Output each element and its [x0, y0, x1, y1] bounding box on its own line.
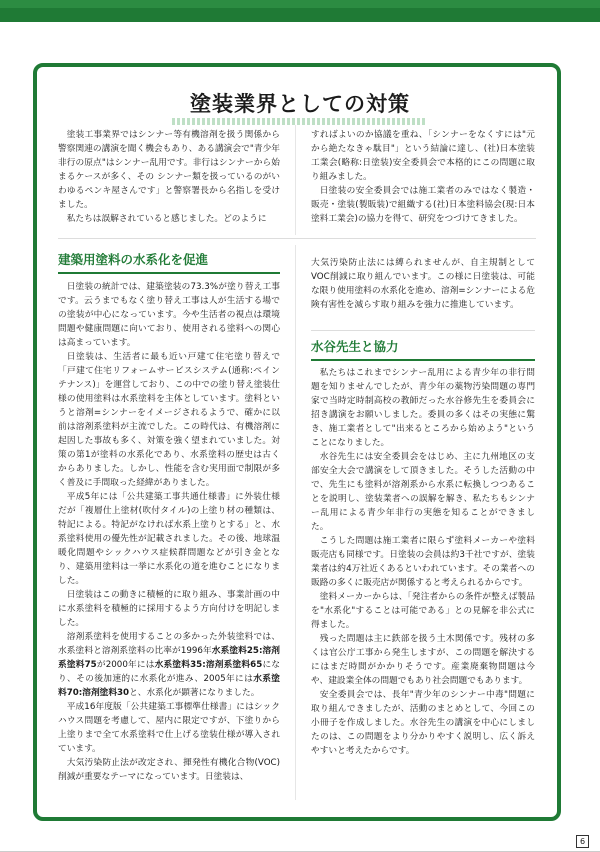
intro-right-para-1: すればよいのか協議を重ね、「シンナーをなくすには"元から絶たなきゃ駄目"」という結論に達し、(社)日本塗装工業会(略称:日塗装)安全委員会で本格的にこの問題に取り組みました。 — [311, 130, 535, 182]
section2-body — [311, 366, 535, 758]
section1-para-4: 日塗装はこの動きに積極的に取り組み、事業計画の中に水系塗料を積極的に採用するよう方向付けを明記しました。 — [58, 590, 280, 628]
page-number: 6 — [576, 835, 589, 848]
section2-para-6: 安全委員会では、長年"青少年のシンナー中毒"問題に取り組んできましたが、活動のまとめとして、今回この小冊子を作成しました。水谷先生の講演を中心にしましたのは、この問題をより分かりやすく説明し、広く訴えやすいと考えたからです。 — [311, 690, 535, 756]
top-green-band-highlight — [0, 0, 600, 8]
page-title: 塗装業界としての対策 — [190, 92, 410, 116]
section2-para-1: 私たちはこれまでシンナー乱用による青少年の非行問題を知りませんでしたが、青少年の薬物汚染問題の専門家で当時定時制高校の教師だった水谷修先生を委員会に招き講演をお願いしました。委員の多くはその実態に驚き、施工業者として"出来るところから始めよう"ということになりました。 — [311, 368, 535, 448]
intro-left-para-1: 塗装工事業界ではシンナー等有機溶剤を扱う関係から警察関連の講演を聞く機会もあり、ある講演会で"青少年非行の原点"はシンナー乱用です。非行はシンナーから始まるケースが多く、その シンナー類を扱っているのがいわゆるペンキ屋さんです」と警察署長から名指しを受けました。 — [58, 130, 280, 210]
section2-para-5: 残った問題は主に鉄部を扱う土木関係です。残材の多くは官公庁工事から発生しますが、この問題を解決するにはまだ時間がかかりそうです。産業廃棄物問題は今や、建設業全体の問題でもあり社会問題でもあります。 — [311, 634, 535, 686]
right-column-continuation — [311, 256, 535, 312]
ratio-conclusion-text: と、水系化が顕著になりました。 — [129, 688, 260, 698]
section1-para-7: 大気汚染防止法が改定され、揮発性有機化合物(VOC)削減が重要なテーマになっています。日塗装は、 — [58, 758, 280, 782]
section2-para-3: こうした問題は施工業者に限らず塗料メーカーや塗料販売店も同様です。日塗装の会員は約3千社ですが、塗装業者は約4万社近くあるといわれています。その業者への販路の多くに販売店が関係すると考えられるからです。 — [311, 536, 535, 588]
section1-para-6: 平成16年度版「公共建築工事標準仕様書」にはシックハウス問題を考慮して、屋内に限定ですが、下塗りから上塗りまで全て水系塗料で仕上げる塗装仕様が導入されています。 — [58, 702, 280, 754]
body-column-divider — [295, 245, 296, 800]
section-heading-waterborne: 建築用塗料の水系化を促進 — [58, 252, 209, 267]
ratio-connector-text: が2000年には — [96, 660, 155, 670]
right-section-divider — [311, 330, 535, 331]
ratio-1996: 水系塗料25:溶剤系塗料75 — [58, 646, 280, 670]
intro-divider — [58, 238, 536, 239]
ratio-2005: 水系塗料70:溶剤塗料30 — [58, 674, 280, 698]
intro-left-column — [58, 128, 280, 226]
title-underline — [172, 118, 427, 125]
section2-para-2: 水谷先生には安全委員会をはじめ、主に九州地区の支部安全大会で講演をして頂きました。そうした活動の中で、先生にも塗料が溶剤系から水系に転換しつつあることを説明し、塗装業者への誤解を解き、私たちもシンナー乱用による青少年非行の実態を知ることができました。 — [311, 452, 535, 532]
section2-heading-underline — [311, 359, 535, 361]
intro-left-para-2: 私たちは誤解されていると感じました。どのように — [66, 214, 267, 224]
intro-right-column — [311, 128, 535, 226]
ratio-trend-text: になり、その後加速的に水系化が進み、2005年には — [58, 660, 281, 684]
section1-para-5 — [58, 630, 280, 700]
continuation-para: 大気汚染防止法には縛られませんが、自主規制としてVOC削減に取り組んでいます。この様に日塗装は、可能な限り使用塗料の水系化を進め、溶剤=シンナーによる危険有害性を減らす取り組みを強力に推進しています。 — [311, 258, 535, 310]
section-heading-underline — [58, 272, 280, 274]
intro-right-para-2: 日塗装の安全委員会では施工業者のみではなく製造・販売・塗装(製販装)で組織する(社)日本塗料協会(現:日本塗料工業会)の協力を得て、研究をつづけてきました。 — [311, 186, 535, 224]
ratio-2000: 水系塗料35:溶剤系塗料65 — [154, 660, 263, 670]
intro-column-divider — [295, 125, 296, 235]
section2-para-4: 塗料メーカーからは、「発注者からの条件が整えば製品を"水系化"することは可能である」との見解を非公式に得ました。 — [311, 592, 535, 630]
ratio-intro-text: 溶剤系塗料を使用することの多かった外装塗料では、水系塗料と溶剤系塗料の比率が1996年 — [58, 632, 280, 656]
section1-para-3: 平成5年には「公共建築工事共通仕様書」に外装仕様だが「複層仕上塗材(吹付タイル)の上塗り材の種類は、特記による。特記がなければ水系上塗りとする」と、水系塗料使用の優先性が記載されました。その後、地球温暖化問題やシックハウス症候群問題などが引き金となり、建築用塗料は一挙に水系化の道を進むことになりました。 — [58, 492, 280, 586]
section-heading-mizutani: 水谷先生と協力 — [311, 339, 399, 354]
section1-para-2: 日塗装は、生活者に最も近い戸建て住宅塗り替えで「戸建て住宅リフォームサービスシステム(通称:ペインテナンス)」を運営しており、この中での塗り替え塗装仕様の使用塗料は水系塗料を主体としています。塗料というと溶剤=シンナーをイメージされるようで、確かに以前は溶剤系塗料が主流でした。この時代は、有機溶剤に起因した事故も多く、対策を強く望まれていました。対策の第1が塗料の水系化であり、水系塗料の歴史は古くからありました。しかし、性能を含む実用面で制限が多く普及に手間取った経緯がありました。 — [58, 352, 280, 488]
section1-body — [58, 280, 280, 784]
section1-para-1: 日塗装の統計では、建築塗装の73.3%が塗り替え工事です。云うまでもなく塗り替え工事は人が生活する場での塗装が中心になっています。今や生活者の視点は環境問題や健康問題に向いており、使用される塗料への関心は高まっています。 — [58, 282, 280, 348]
